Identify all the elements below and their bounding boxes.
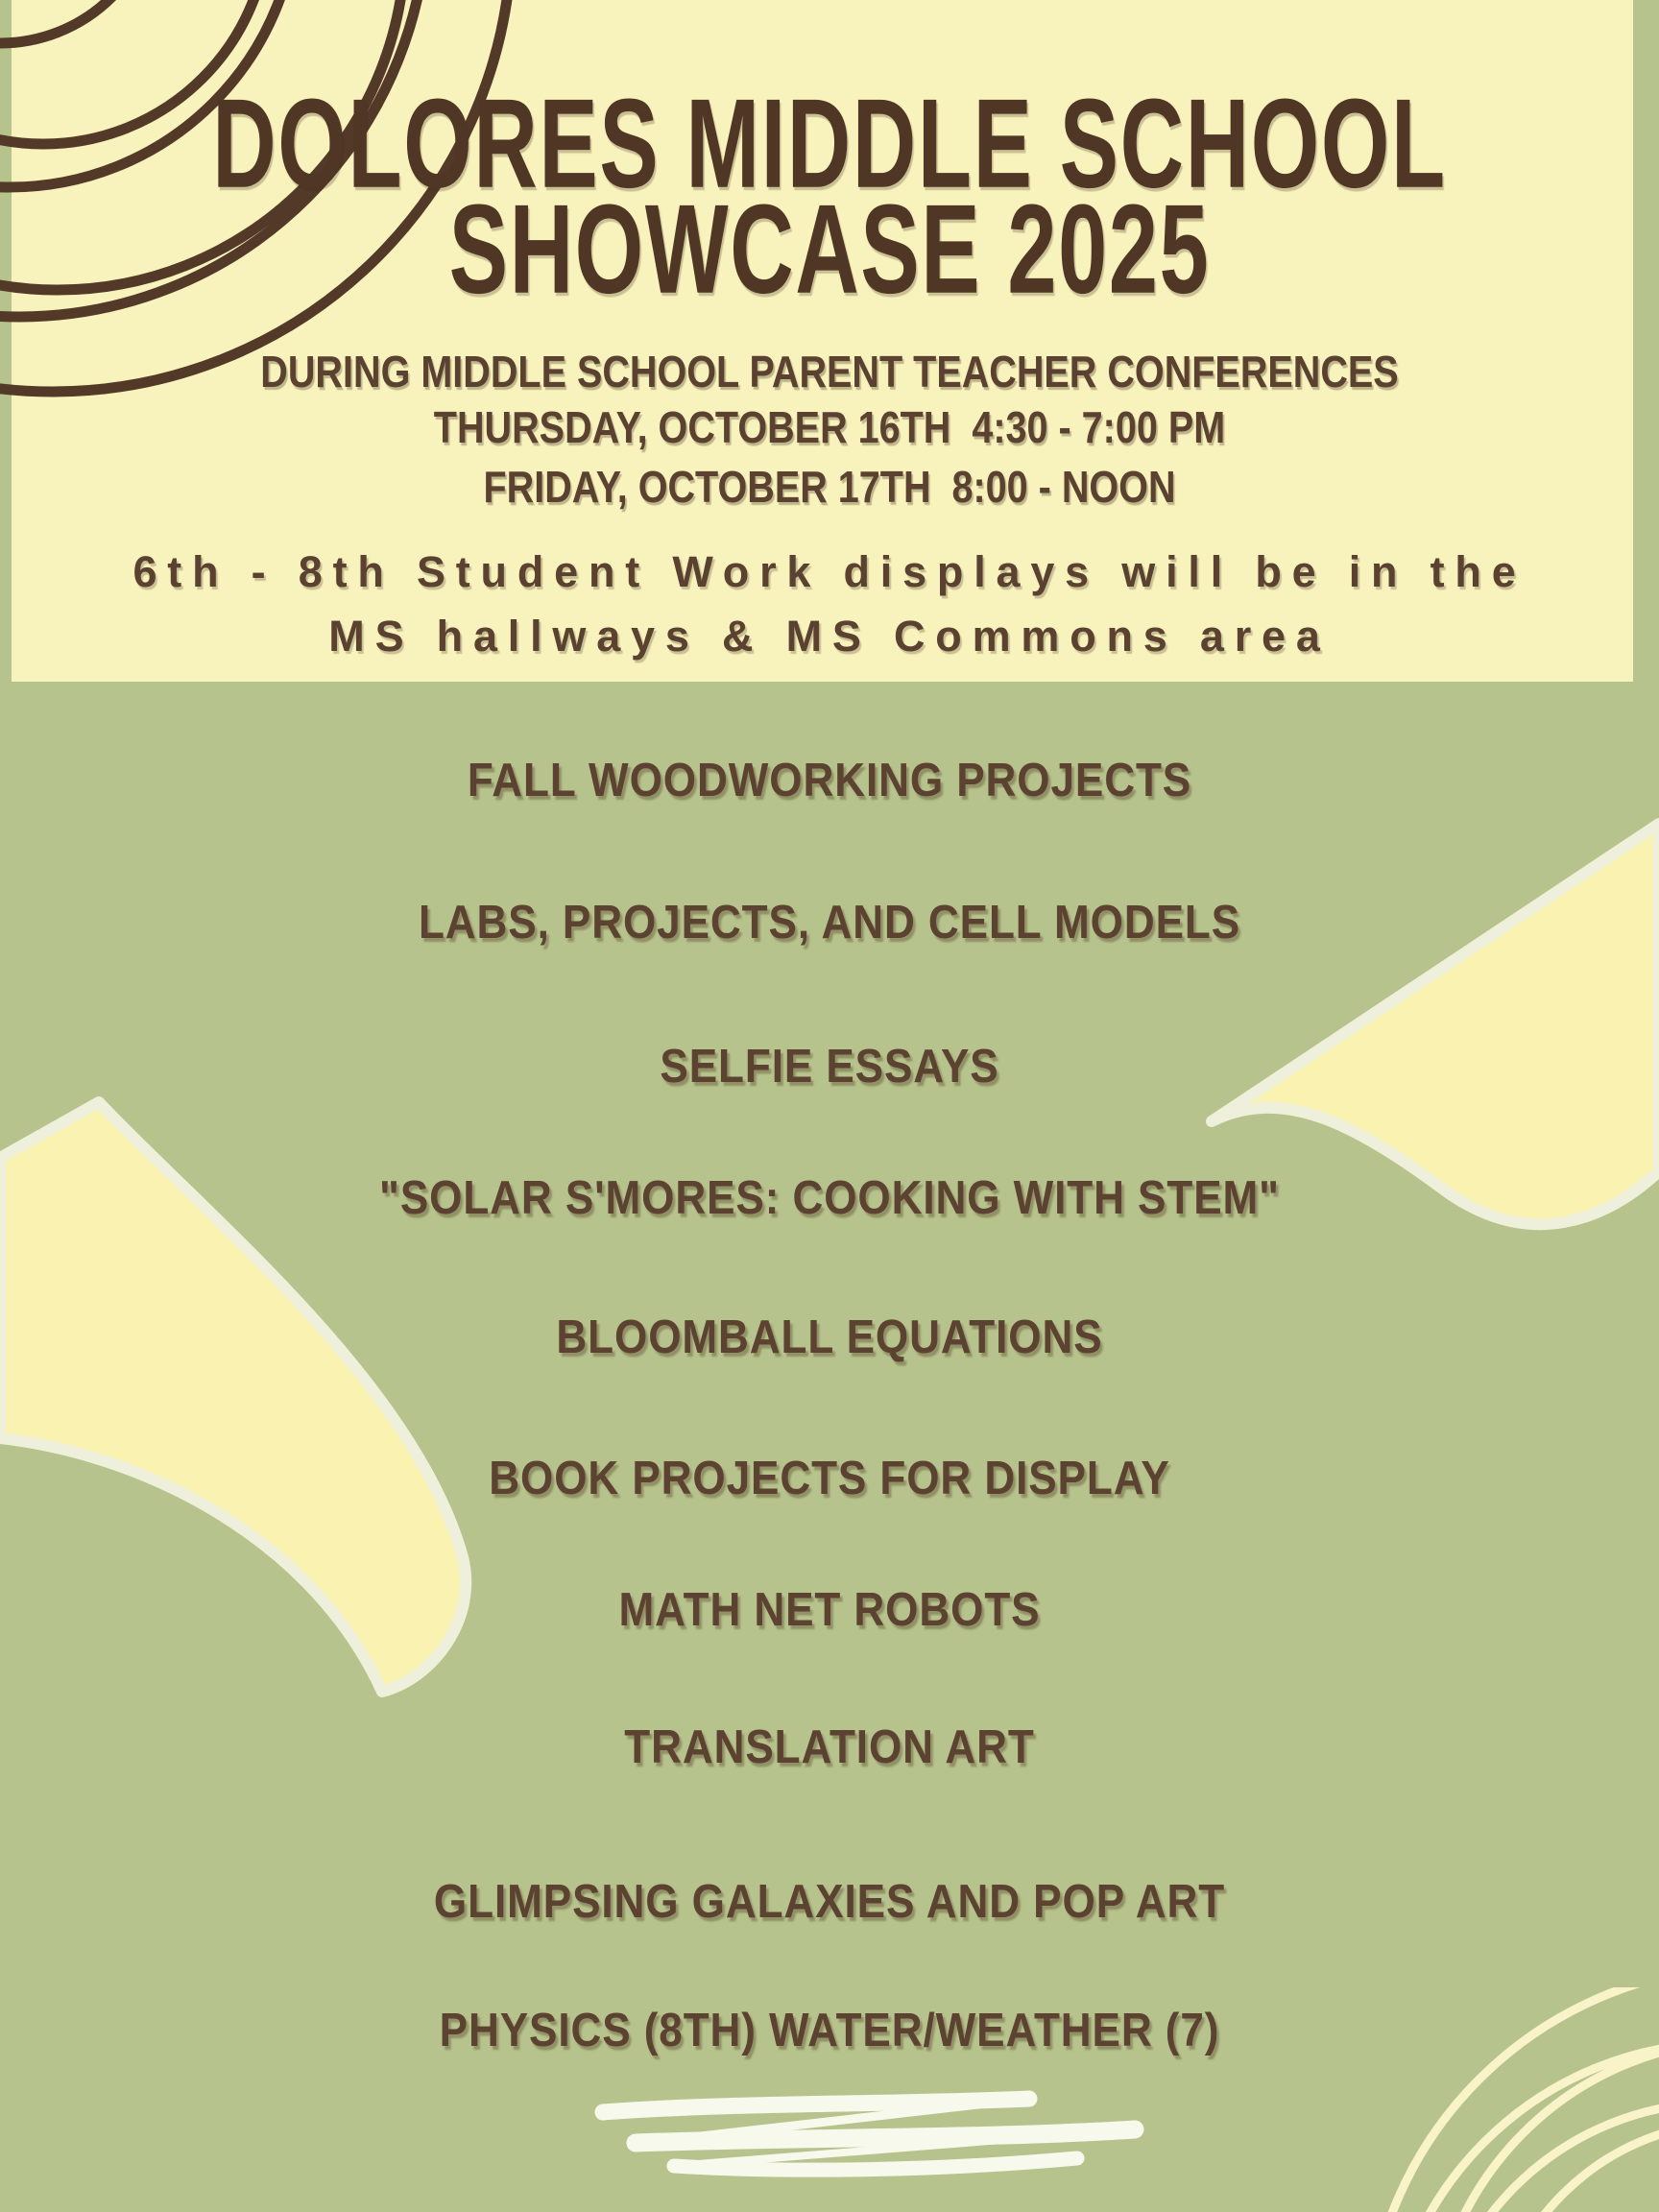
note-line1-text: 6th - 8th Student Work displays will be in the <box>132 547 1527 596</box>
list-item: BLOOMBALL EQUATIONS <box>556 1311 1103 1363</box>
schedule-friday-text: FRIDAY, OCTOBER 17TH 8:00 - NOON <box>483 462 1176 512</box>
subtitle-text: DURING MIDDLE SCHOOL PARENT TEACHER CONFERENCES <box>260 347 1399 397</box>
list-item: PHYSICS (8TH) WATER/WEATHER (7) <box>439 2005 1220 2056</box>
page-title-line2-text: SHOWCASE 2025 <box>448 179 1211 321</box>
note-line2-text: MS hallways & MS Commons area <box>328 612 1331 661</box>
list-item: "SOLAR S'MORES: COOKING WITH STEM" <box>379 1172 1280 1224</box>
page-title-line1-text: DOLORES MIDDLE SCHOOL <box>212 73 1447 215</box>
chalk-stroke-icon <box>557 2064 1190 2199</box>
list-item: SELFIE ESSAYS <box>660 1041 999 1093</box>
list-item: LABS, PROJECTS, AND CELL MODELS <box>418 897 1241 949</box>
list-item: FALL WOODWORKING PROJECTS <box>467 755 1192 806</box>
list-item: MATH NET ROBOTS <box>618 1584 1041 1636</box>
corner-arcs-icon <box>1325 1987 1659 2212</box>
schedule-thursday-text: THURSDAY, OCTOBER 16TH 4:30 - 7:00 PM <box>433 402 1226 452</box>
list-item: GLIMPSING GALAXIES AND POP ART <box>433 1876 1226 1928</box>
list-item: BOOK PROJECTS FOR DISPLAY <box>489 1453 1170 1504</box>
list-item: TRANSLATION ART <box>624 1721 1035 1773</box>
